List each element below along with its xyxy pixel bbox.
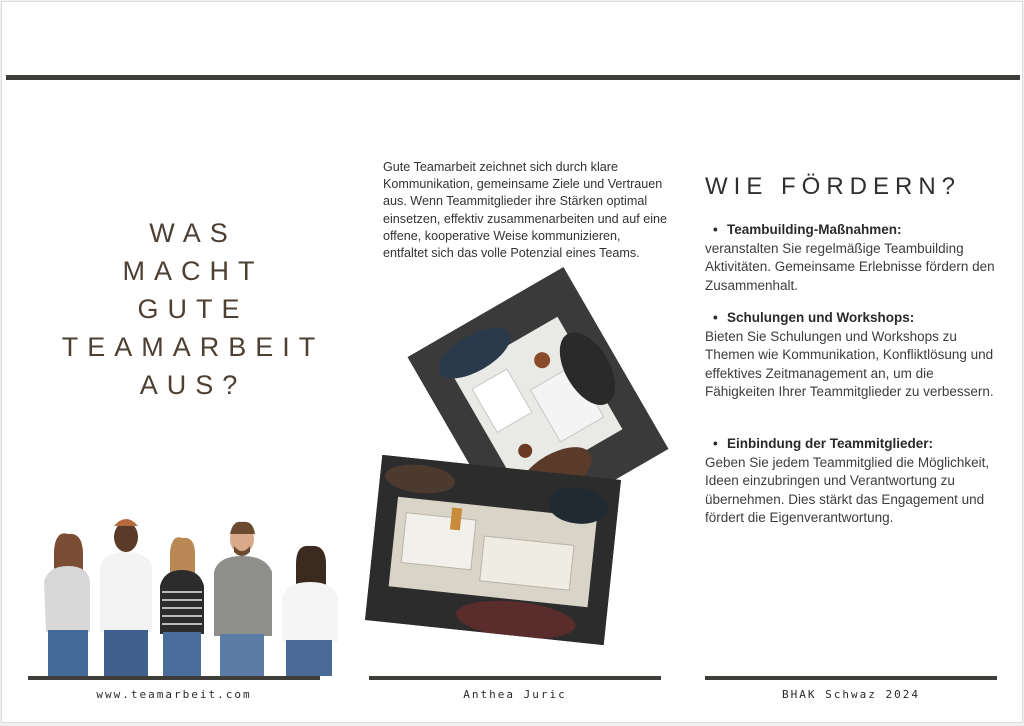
tip-title-text: Schulungen und Workshops: xyxy=(727,310,915,325)
tip-title-text: Teambuilding-Maßnahmen: xyxy=(727,222,902,237)
tip-text: veranstalten Sie regelmäßige Teambuilding Aktivitäten. Gemeinsame Erlebnisse fördern den Zusammenhalt. xyxy=(705,240,995,293)
title-line: TEAMARBEIT xyxy=(61,332,325,362)
person-figure xyxy=(160,537,204,676)
tip-item xyxy=(705,309,1005,402)
section-heading: WIE FÖRDERN? xyxy=(705,173,962,200)
title-line: WAS xyxy=(149,218,237,248)
top-divider xyxy=(6,75,1020,80)
school-label: BHAK Schwaz 2024 xyxy=(782,688,920,701)
tip-item xyxy=(705,435,1005,528)
tip-text: Geben Sie jedem Teammitglied die Möglichkeit, Ideen einzubringen und Verantwortung zu übernehmen. Dies stärkt das Engagement und fördert die Eigenverantwortung. xyxy=(705,454,990,525)
bullet-icon: • xyxy=(713,436,718,451)
bullet-icon: • xyxy=(713,310,718,325)
person-figure xyxy=(282,546,338,676)
tip-text: Bieten Sie Schulungen und Workshops zu Themen wie Kommunikation, Konfliktlösung und effektives Zeitmanagement an, um die Fähigkeiten Ihrer Teammitglieder zu verbessern. xyxy=(705,328,994,399)
author-label: Anthea Juric xyxy=(463,688,567,701)
footer-divider xyxy=(28,676,320,680)
tip-item xyxy=(705,221,1005,295)
person-figure xyxy=(100,519,152,676)
main-title xyxy=(38,214,348,404)
team-photo xyxy=(28,512,348,676)
tip-title xyxy=(705,221,1005,240)
bullet-icon: • xyxy=(713,222,718,237)
website-label[interactable]: www.teamarbeit.com xyxy=(96,688,252,701)
title-line: GUTE xyxy=(137,294,249,324)
person-figure xyxy=(44,533,90,676)
footer-divider xyxy=(369,676,661,680)
footer-divider xyxy=(705,676,997,680)
brochure-page xyxy=(1,1,1023,723)
person-figure xyxy=(214,522,272,676)
title-line: AUS? xyxy=(139,370,247,400)
meeting-photo-bottom xyxy=(365,455,621,645)
title-line: MACHT xyxy=(122,256,264,286)
tip-title xyxy=(705,309,1005,328)
intro-paragraph: Gute Teamarbeit zeichnet sich durch klare Kommunikation, gemeinsame Ziele und Vertrauen aus. Wenn Teammitglieder ihre Stärken optimal einsetzen, effektiv zusammenarbeiten und auf eine offene, kooperative Weise kommunizieren, entfaltet sich das volle Potenzial eines Teams. xyxy=(383,160,668,261)
tip-title xyxy=(705,435,1005,454)
tip-title-text: Einbindung der Teammitglieder: xyxy=(727,436,934,451)
